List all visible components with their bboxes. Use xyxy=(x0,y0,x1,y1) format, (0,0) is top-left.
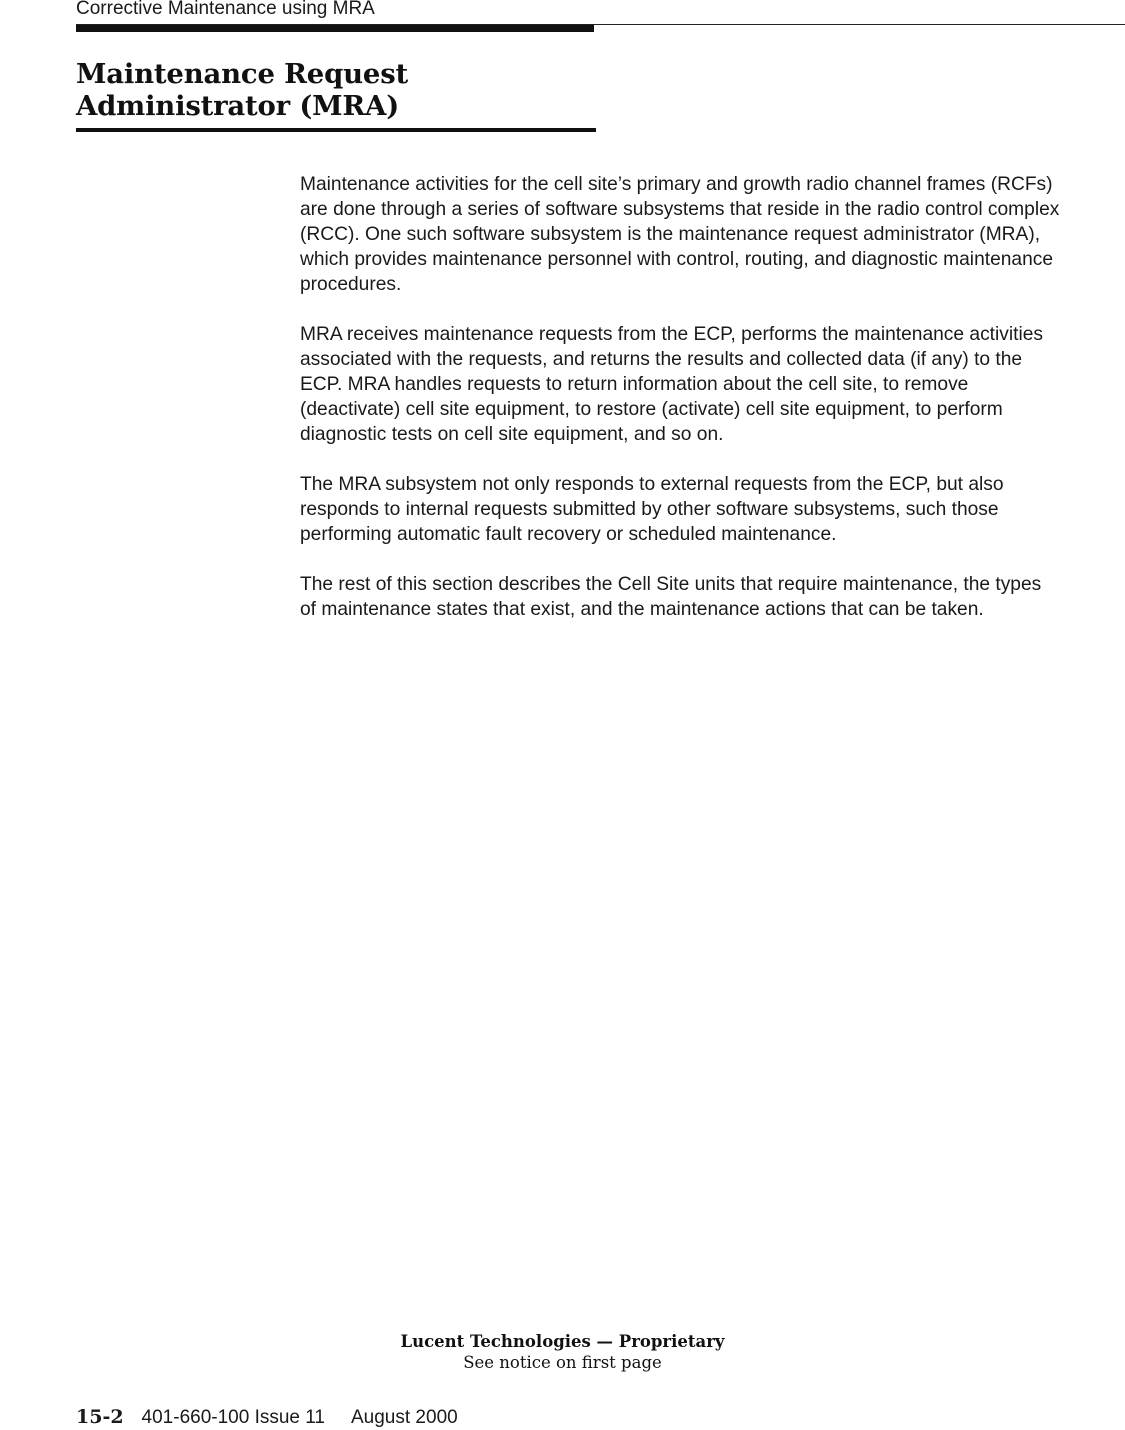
paragraph: The MRA subsystem not only responds to external requests from the ECP, but also responds to internal requests submitted by other software subsystems, such those performing automatic fault recovery or scheduled maintenance. xyxy=(300,474,1004,545)
doc-id: 401-660-100 Issue 11 xyxy=(141,1407,325,1428)
section-title: Maintenance Request Administrator (MRA) xyxy=(76,58,408,122)
footer-company: Lucent Technologies — Proprietary xyxy=(400,1332,725,1351)
footer xyxy=(0,1331,1125,1373)
page-footer xyxy=(76,1406,458,1429)
paragraph: The rest of this section describes the Cell Site units that require maintenance, the types of maintenance states that exist, and the maintenance actions that can be taken. xyxy=(300,574,1042,620)
header-rule-thick xyxy=(76,25,594,32)
paragraph: MRA receives maintenance requests from the ECP, performs the maintenance activities associated with the requests, and returns the results and collected data (if any) to the ECP. MRA handles requests to return information about the cell site, to remove (deactivate) cell site equipment, to restore (activate) cell site equipment, to perform diagnostic tests on cell site equipment, and so on. xyxy=(300,324,1043,445)
running-header: Corrective Maintenance using MRA xyxy=(76,0,375,19)
body-text xyxy=(300,172,1060,647)
title-rule xyxy=(76,128,596,132)
footer-notice: See notice on first page xyxy=(463,1353,662,1372)
page-number: 15-2 xyxy=(76,1406,124,1428)
paragraph: Maintenance activities for the cell site’s primary and growth radio channel frames (RCFs) are done through a series of software subsystems that reside in the radio control complex (RCC). One such software subsystem is the maintenance request administrator (MRA), which provides maintenance personnel with control, routing, and diagnostic maintenance procedures. xyxy=(300,174,1060,295)
issue-date: August 2000 xyxy=(351,1407,458,1428)
